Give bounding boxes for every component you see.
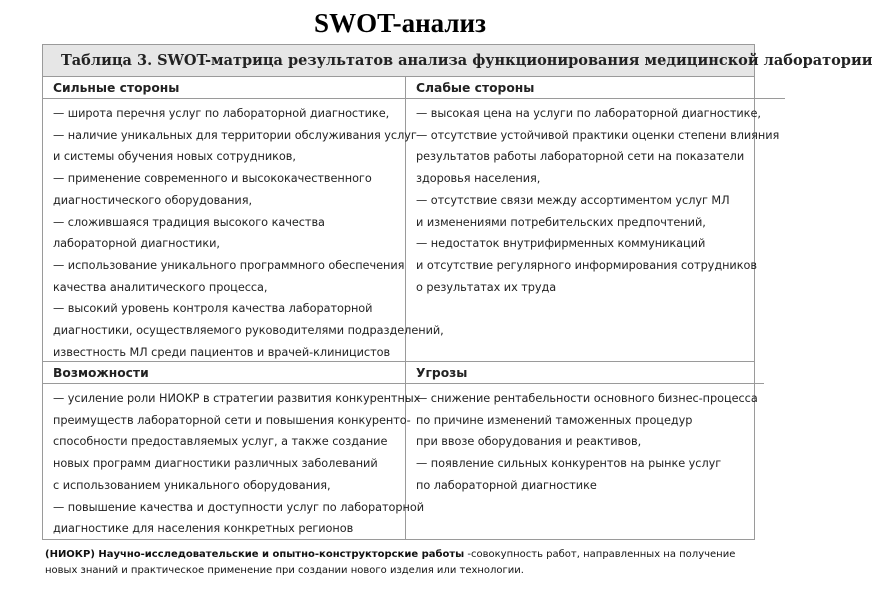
strengths-line: качества аналитического процесса, bbox=[53, 280, 268, 294]
threats-list bbox=[406, 384, 764, 497]
threats-cell bbox=[406, 362, 764, 539]
opportunities-line: — повышение качества и доступности услуг по лабораторной bbox=[53, 500, 425, 514]
opportunities-line: — усиление роли НИОКР в стратегии развития конкурентных bbox=[53, 392, 421, 405]
strengths-line: диагностики, осуществляемого руководителями подразделений, bbox=[53, 324, 444, 338]
weaknesses-line: результатов работы лабораторной сети на показатели bbox=[416, 150, 745, 164]
weaknesses-title: Слабые стороны bbox=[406, 77, 785, 99]
strengths-line: известность МЛ среди пациентов и врачей-клиницистов bbox=[53, 345, 391, 359]
weaknesses-line: — отсутствие устойчивой практики оценки степени влияния bbox=[416, 128, 780, 142]
threats-line: по лабораторной диагностике bbox=[416, 478, 597, 492]
opportunities-line: с использованием уникального оборудования, bbox=[53, 478, 331, 492]
threats-title: Угрозы bbox=[406, 362, 764, 384]
table-row-top bbox=[43, 77, 780, 362]
strengths-line: — высокий уровень контроля качества лабораторной bbox=[53, 302, 373, 316]
threats-line: по причине изменений таможенных процедур bbox=[416, 413, 693, 427]
strengths-line: диагностического оборудования, bbox=[53, 193, 253, 207]
opportunities-cell bbox=[43, 362, 425, 539]
strengths-line: — сложившаяся традиция высокого качества bbox=[53, 215, 325, 229]
strengths-line: и системы обучения новых сотрудников, bbox=[53, 150, 296, 164]
strengths-line: — широта перечня услуг по лабораторной диагностике, bbox=[53, 107, 390, 120]
swot-table bbox=[42, 44, 872, 540]
threats-line: — снижение рентабельности основного бизнес-процесса bbox=[416, 392, 758, 405]
opportunities-title: Возможности bbox=[43, 362, 405, 384]
table-row-bottom bbox=[43, 362, 758, 539]
footnote-definition: -совокупность работ, направленных на получение новых знаний и практическое применение при создании нового изделия или технологии. bbox=[45, 549, 736, 576]
strengths-line: — применение современного и высококачественного bbox=[53, 172, 372, 186]
weaknesses-line: — высокая цена на услуги по лабораторной диагностике, bbox=[416, 107, 761, 120]
strengths-line: лабораторной диагностики, bbox=[53, 237, 220, 251]
footnote bbox=[45, 547, 757, 579]
table-caption: Таблица 3. SWOT-матрица результатов анализа функционирования медицинской лаборатории bbox=[43, 45, 754, 77]
strengths-title: Сильные стороны bbox=[43, 77, 405, 99]
page-title: SWOT-анализ bbox=[314, 8, 486, 38]
weaknesses-line: — недостаток внутрифирменных коммуникаций bbox=[416, 237, 706, 251]
strengths-line: — использование уникального программного обеспечения bbox=[53, 258, 405, 272]
footnote-term: (НИОКР) Научно-исследовательские и опытно-конструкторские работы bbox=[45, 549, 465, 560]
weaknesses-line: здоровья населения, bbox=[416, 172, 541, 186]
weaknesses-line: и изменениями потребительских предпочтений, bbox=[416, 215, 706, 229]
weaknesses-line: — отсутствие связи между ассортиментом услуг МЛ bbox=[416, 193, 730, 207]
weaknesses-line: о результатах их труда bbox=[416, 280, 557, 294]
threats-line: — появление сильных конкурентов на рынке услуг bbox=[416, 457, 722, 471]
weaknesses-line: и отсутствие регулярного информирования сотрудников bbox=[416, 258, 757, 272]
opportunities-list bbox=[43, 384, 425, 540]
opportunities-line: преимуществ лабораторной сети и повышения конкуренто- bbox=[53, 413, 411, 427]
weaknesses-list bbox=[406, 99, 785, 298]
strengths-list bbox=[43, 99, 444, 363]
strengths-line: — наличие уникальных для территории обслуживания услуг bbox=[53, 128, 417, 142]
threats-line: при ввозе оборудования и реактивов, bbox=[416, 435, 642, 449]
weaknesses-cell bbox=[406, 77, 785, 361]
strengths-cell bbox=[43, 77, 444, 361]
opportunities-line: новых программ диагностики различных заболеваний bbox=[53, 457, 378, 471]
opportunities-line: способности предоставляемых услуг, а также создание bbox=[53, 435, 388, 449]
opportunities-line: диагностике для населения конкретных регионов bbox=[53, 522, 354, 536]
